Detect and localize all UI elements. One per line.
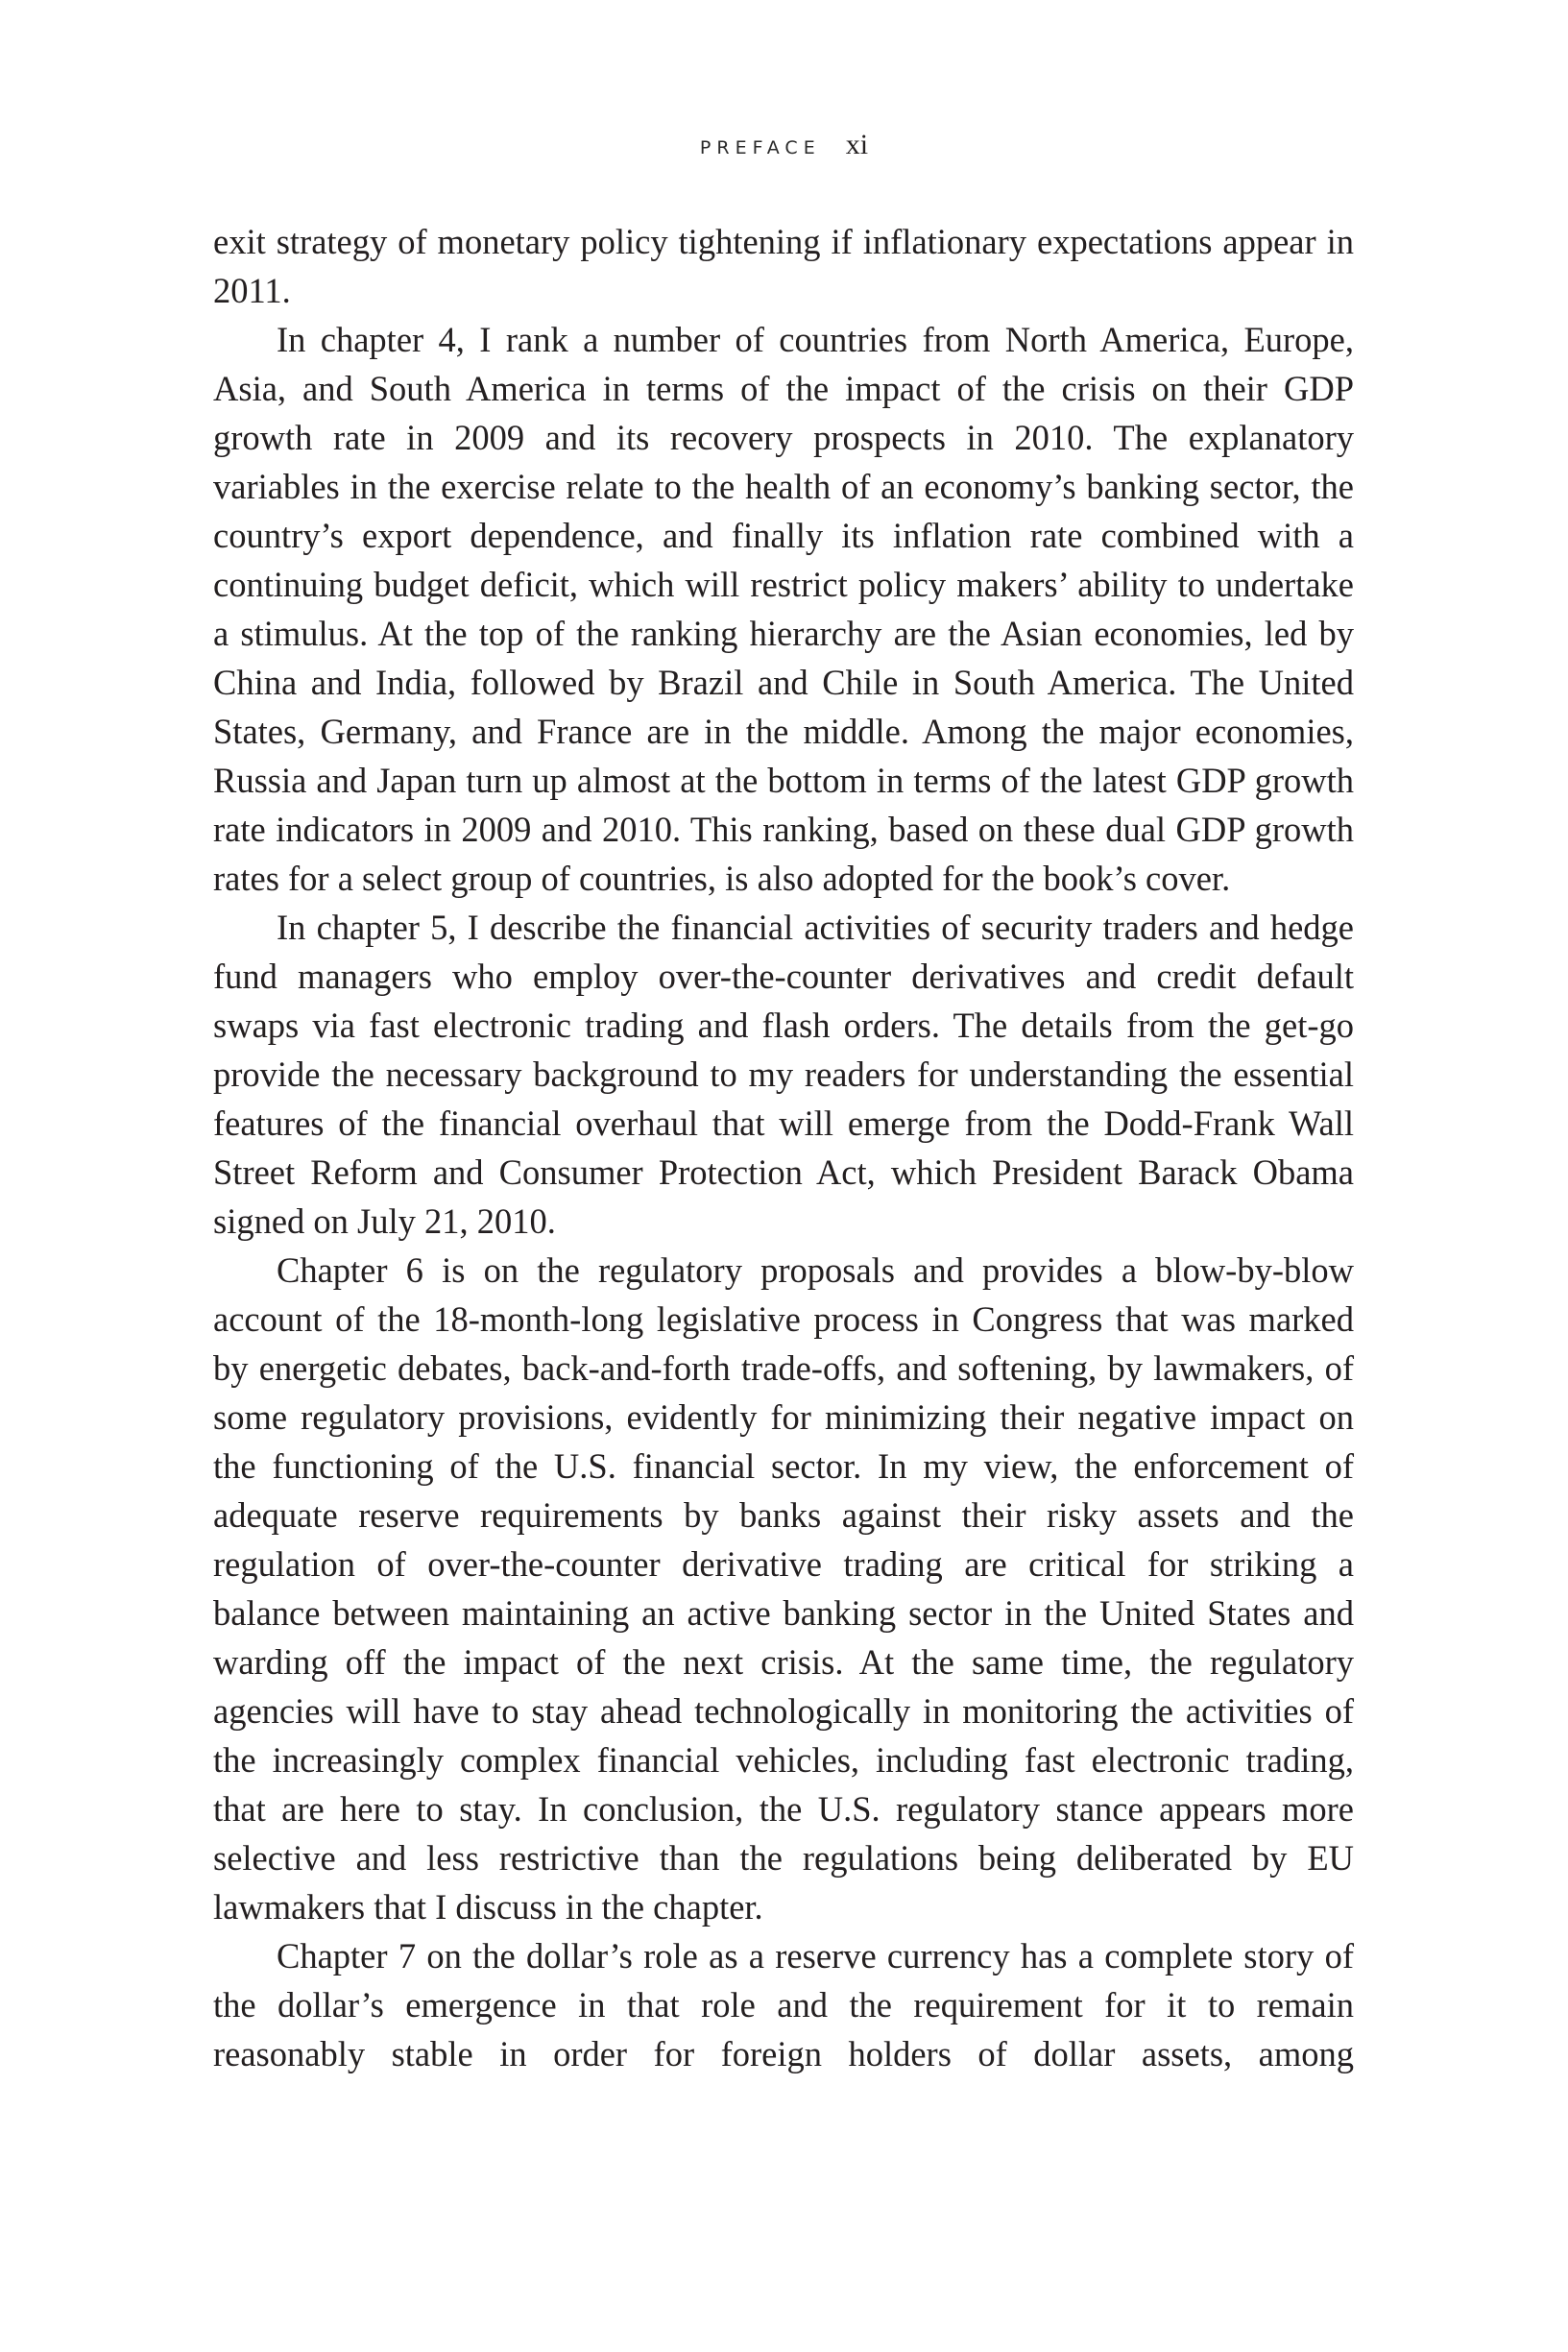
paragraph-chapter-4: In chapter 4, I rank a number of countries from North America, Europe, Asia, and South America in terms of the impact of the crisis on their GDP growth rate in 2009 and its recovery prospects in 2010. The explanatory variables in the exercise relate to the health of an economy’s banking sector, the country’s export dependence, and finally its inflation rate combined with a continuing budget deficit, which will restrict policy makers’ ability to undertake a stimulus. At the top of the ranking hierarchy are the Asian economies, led by China and India, followed by Brazil and Chile in South America. The United States, Germany, and France are in the middle. Among the major economies, Russia and Japan turn up almost at the bottom in terms of the latest GDP growth rate indicators in 2009 and 2010. This ranking, based on these dual GDP growth rates for a select group of countries, is also adopted for the book’s cover. [213,320,1354,898]
section-title: PREFACE [699,137,821,158]
paragraph-chapter-7: Chapter 7 on the dollar’s role as a reserve currency has a complete story of the dollar’s emergence in that role and the requirement for it to remain reasonably stable in order for foreign holders of dollar assets, among [213,1936,1354,2073]
page-number: xi [845,129,869,160]
paragraph-chapter-6: Chapter 6 is on the regulatory proposals and provides a blow-by-blow account of the 18-month-long legislative process in Congress that was marked by energetic debates, back-and-forth trade-offs, and softening, by lawmakers, of some regulatory provisions, evidently for minimizing their negative impact on the functioning of the U.S. financial sector. In my view, the enforcement of adequate reserve requirements by banks against their risky assets and the regulation of over-the-counter derivative trading are critical for striking a balance between maintaining an active banking sector in the United States and warding off the impact of the next crisis. At the same time, the regulatory agencies will have to stay ahead technologically in monitoring the activities of the increasingly complex financial vehicles, including fast electronic trading, that are here to stay. In conclusion, the U.S. regulatory stance appears more selective and less restrictive than the regulations being deliberated by EU lawmakers that I discuss in the chapter. [213,1250,1354,1927]
paragraph-chapter-5: In chapter 5, I describe the financial activities of security traders and hedge fund managers who employ over-the-counter derivatives and credit default swaps via fast electronic trading and flash orders. The details from the get-go provide the necessary background to my readers for understanding the essential features of the financial overhaul that will emerge from the Dodd-Frank Wall Street Reform and Consumer Protection Act, which President Barack Obama signed on July 21, 2010. [213,908,1354,1241]
body-text [213,217,1354,2078]
running-head [0,129,1568,161]
paragraph-continued: exit strategy of monetary policy tightening if inflationary expectations appear in 2011. [213,222,1354,310]
